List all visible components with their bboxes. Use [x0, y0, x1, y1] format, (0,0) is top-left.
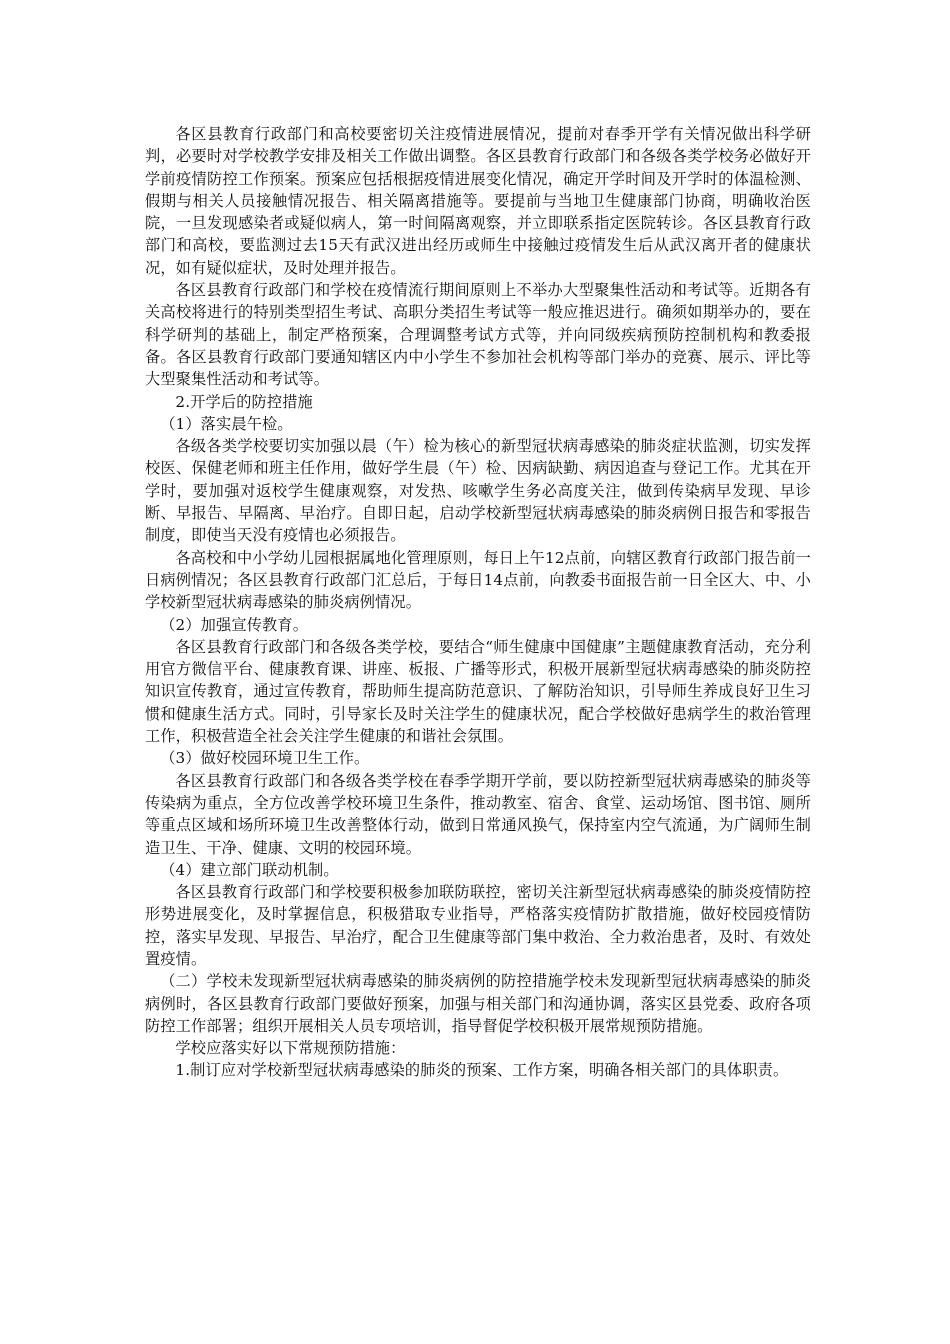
- paragraph-publicity: 各区县教育行政部门和各级各类学校，要结合“师生健康中国健康”主题健康教育活动，充分利用官方微信平台、健康教育课、讲座、板报、广播等形式，积极开展新型冠状病毒感染的肺炎防控知识宣传教育，通过宣传教育，帮助师生提高防范意识、了解防治知识，引导师生养成良好卫生习惯和健康生活方式。同时，引导家长及时关注学生的健康状况，配合学校做好患病学生的救治管理工作，积极营造全社会关注学生健康的和谐社会氛围。: [145, 637, 811, 746]
- heading-linkage: （4）建立部门联动机制。: [160, 860, 339, 879]
- paragraph-daily-report: 各高校和中小学幼儿园根据属地化管理原则，每日上午12点前，向辖区教育行政部门报告前一日病例情况；各区县教育行政部门汇总后，于每日14点前，向教委书面报告前一日全区大、中、小学校新型冠状病毒感染的肺炎病例情况。: [145, 548, 811, 612]
- paragraph-morning-check: 各级各类学校要切实加强以晨（午）检为核心的新型冠状病毒感染的肺炎症状监测，切实发挥校医、保健老师和班主任作用，做好学生晨（午）检、因病缺勤、病因追查与登记工作。尤其在开学时，要加强对返校学生健康观察，对发热、咳嗽学生务必高度关注，做到传染病早发现、早诊断、早报告、早隔离、早治疗。自即日起，启动学校新型冠状病毒感染的肺炎病例日报告和零报告制度，即使当天没有疫情也必须报告。: [145, 437, 811, 545]
- paragraph-environment: 各区县教育行政部门和各级各类学校在春季学期开学前，要以防控新型冠状病毒感染的肺炎等传染病为重点，全方位改善学校环境卫生条件，推动教室、宿舍、食堂、运动场馆、图书馆、厕所等重点区域和场所环境卫生改善整体行动，做到日常通风换气，保持室内空气流通，为广阔师生制造卫生、干净、健康、文明的校园环境。: [145, 771, 811, 857]
- paragraph-linkage: 各区县教育行政部门和学校要积极参加联防联控，密切关注新型冠状病毒感染的肺炎疫情防控形势进展变化，及时掌握信息，积极猎取专业指导，严格落实疫情防扩散措施，做好校园疫情防控，落实早发现、早报告、早治疗，配合卫生健康等部门集中救治、全力救治患者，及时、有效处置疫情。: [145, 883, 811, 968]
- paragraph-no-cases: （二）学校未发现新型冠状病毒感染的肺炎病例的防控措施学校未发现新型冠状病毒感染的肺炎病例时，各区县教育行政部门要做好预案，加强与相关部门和沟通协调，落实区县党委、政府各项防控工作部署；组织开展相关人员专项培训，指导督促学校积极开展常规预防措施。: [145, 972, 811, 1035]
- paragraph-preparation: 各区县教育行政部门和高校要密切关注疫情进展情况，提前对春季开学有关情况做出科学研判，必要时对学校教学安排及相关工作做出调整。各区县教育行政部门和各级各类学校务必做好开学前疫情防控工作预案。预案应包括根据疫情进展变化情况，确定开学时间及开学时的体温检测、假期与相关人员接触情况报告、相关隔离措施等。要提前与当地卫生健康部门协商，明确收治医院，一旦发现感染者或疑似病人，第一时间隔离观察，并立即联系指定医院转诊。各区县教育行政部门和高校，要监测过去15天有武汉进出经历或师生中接触过疫情发生后从武汉离开者的健康状况，如有疑似症状，及时处理并报告。: [145, 125, 811, 277]
- heading-after-school-start: 2.开学后的防控措施: [175, 392, 313, 411]
- heading-environment: （3）做好校园环境卫生工作。: [160, 749, 370, 768]
- paragraph-routine-measures: 学校应落实好以下常规预防措施：: [175, 1039, 406, 1058]
- paragraph-plan: 1.制订应对学校新型冠状病毒感染的肺炎的预案、工作方案，明确各相关部门的具体职责。: [175, 1061, 789, 1080]
- heading-morning-check: （1）落实晨午检。: [160, 414, 293, 433]
- paragraph-gatherings: 各区县教育行政部门和学校在疫情流行期间原则上不举办大型聚集性活动和考试等。近期各有关高校将进行的特别类型招生考试、高职分类招生考试等一般应推迟进行。确须如期举办的，要在科学研判的基础上，制定严格预案，合理调整考试方式等，并向同级疾病预防控制机构和教委报备。各区县教育行政部门要通知辖区内中小学生不参加社会机构等部门举办的竞赛、展示、评比等大型聚集性活动和考试等。: [145, 281, 811, 389]
- heading-publicity: （2）加强宣传教育。: [160, 615, 309, 634]
- document-body: [145, 123, 811, 1082]
